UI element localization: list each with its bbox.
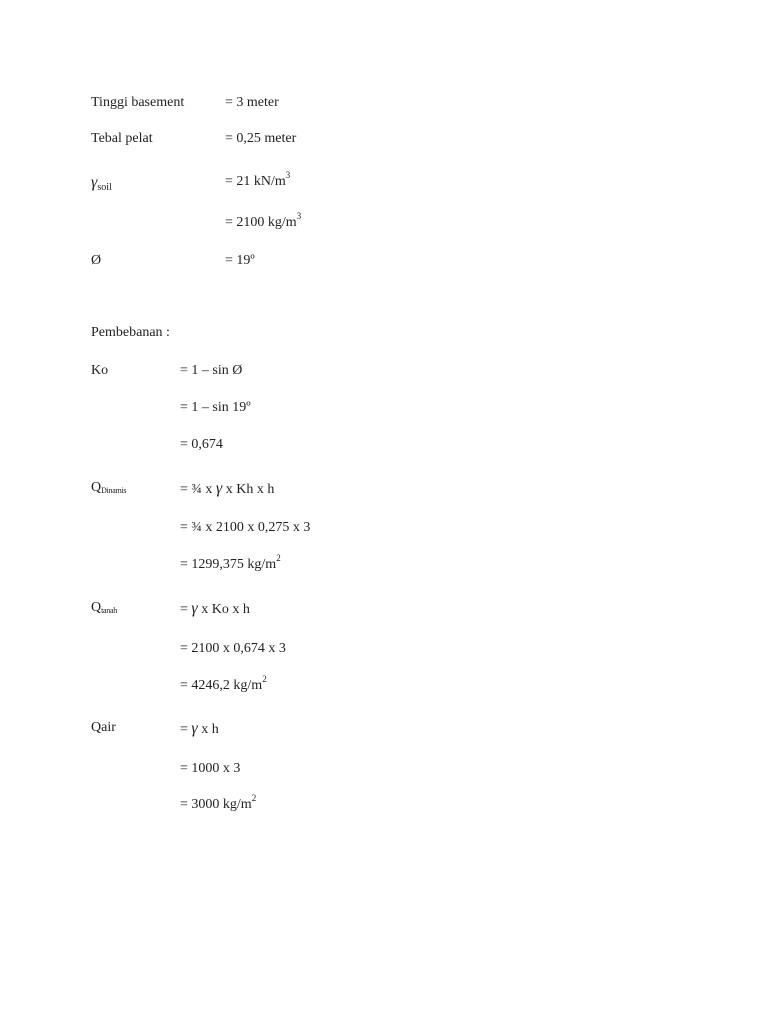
- loading-heading: Pembebanan :: [91, 325, 170, 340]
- q-dinamis-line-2: = ¾ x 2100 x 0,275 x 3: [180, 520, 311, 535]
- q-tanah-gamma-symbol: γ: [191, 600, 198, 617]
- q-dinamis-letter: Q: [91, 480, 102, 495]
- q-air-result: = 3000 kg/m: [180, 797, 252, 812]
- gamma-kg-exponent: 3: [296, 211, 302, 222]
- q-tanah-line-1-post: x Ko x h: [197, 602, 250, 617]
- friction-angle-label: Ø: [91, 253, 102, 268]
- q-dinamis-line-1-post: x Kh x h: [222, 482, 275, 497]
- q-tanah-line-2: = 2100 x 0,674 x 3: [180, 641, 286, 656]
- q-air-exponent: 2: [251, 793, 257, 804]
- gamma-kn-text: = 21 kN/m: [225, 174, 286, 189]
- q-tanah-label: [91, 601, 117, 615]
- plate-thickness-label: Tebal pelat: [91, 131, 153, 146]
- gamma-subscript: soil: [97, 182, 112, 193]
- q-dinamis-result: = 1299,375 kg/m: [180, 557, 277, 572]
- plate-thickness-value: = 0,25 meter: [225, 131, 297, 146]
- gamma-symbol: γ: [91, 174, 98, 191]
- q-air-line-3: [180, 793, 257, 812]
- gamma-soil-value-kg: [225, 211, 302, 230]
- friction-angle-value: = 19º: [225, 253, 255, 268]
- gamma-kn-exponent: 3: [285, 170, 291, 181]
- q-tanah-line-1: [180, 601, 250, 617]
- q-tanah-subscript: tanah: [101, 606, 117, 615]
- q-tanah-letter: Q: [91, 600, 102, 615]
- gamma-soil-label: [91, 175, 112, 191]
- q-tanah-result: = 4246,2 kg/m: [180, 678, 263, 693]
- q-air-line-1: [180, 721, 219, 737]
- ko-line-1: = 1 – sin Ø: [180, 363, 243, 378]
- basement-height-value: = 3 meter: [225, 95, 279, 110]
- q-air-line-2: = 1000 x 3: [180, 761, 241, 776]
- q-dinamis-label: [91, 481, 126, 495]
- ko-line-2: = 1 – sin 19º: [180, 400, 251, 415]
- q-tanah-line-3: [180, 674, 267, 693]
- ko-line-3: = 0,674: [180, 437, 223, 452]
- basement-height-label: Tinggi basement: [91, 95, 185, 110]
- q-dinamis-line-1: [180, 481, 274, 497]
- q-dinamis-exponent: 2: [276, 553, 281, 564]
- q-air-line-1-pre: =: [180, 722, 192, 737]
- q-dinamis-subscript: Dinamis: [101, 486, 127, 495]
- q-dinamis-line-1-pre: = ¾ x: [180, 482, 216, 497]
- gamma-kg-text: = 2100 kg/m: [225, 215, 297, 230]
- q-tanah-line-1-pre: =: [180, 602, 192, 617]
- q-air-label: Qair: [91, 720, 116, 735]
- ko-label: Ko: [91, 363, 109, 378]
- q-air-line-1-post: x h: [197, 722, 219, 737]
- gamma-soil-value-kn: [225, 170, 291, 189]
- q-dinamis-gamma-symbol: γ: [215, 480, 223, 497]
- q-dinamis-line-3: [180, 553, 281, 572]
- q-air-gamma-symbol: γ: [191, 720, 198, 737]
- q-tanah-exponent: 2: [262, 674, 267, 685]
